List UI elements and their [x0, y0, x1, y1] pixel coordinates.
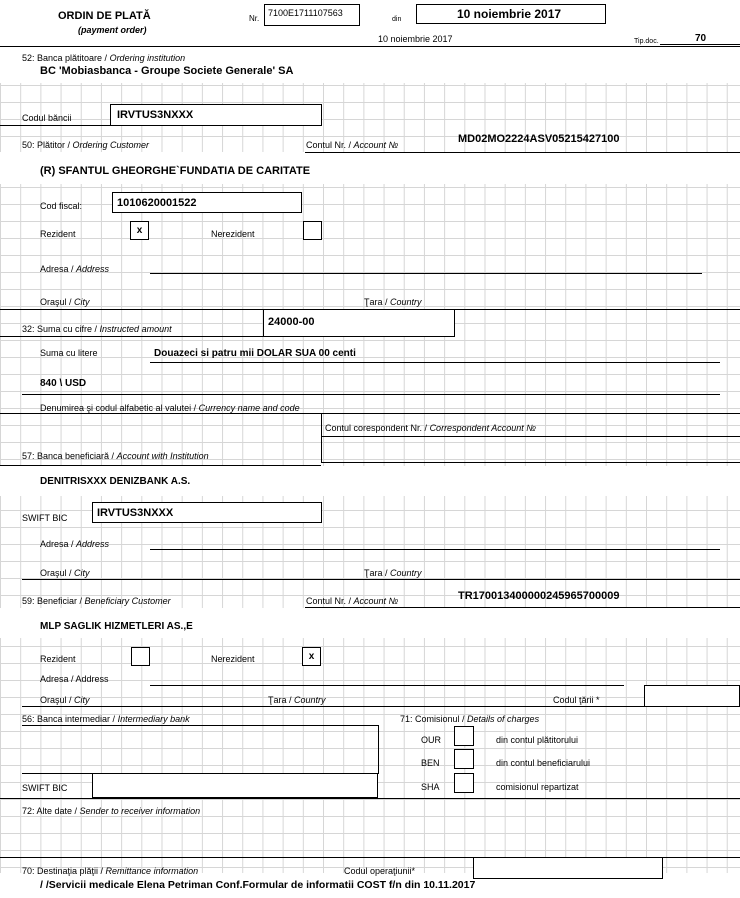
payer-account-value[interactable]: MD02MO2224ASV05215427100	[458, 133, 620, 145]
beneficiary-swift-label: SWIFT BIC	[22, 513, 68, 523]
charges-ben-checkbox[interactable]	[454, 749, 474, 769]
nr-field[interactable]	[264, 4, 360, 26]
amount-words-line	[150, 362, 720, 363]
correspondent-account-field[interactable]	[321, 462, 740, 463]
intermediary-swift-label: SWIFT BIC	[22, 783, 68, 793]
amount-field[interactable]	[263, 309, 455, 337]
form-subtitle: (payment order)	[78, 25, 147, 35]
fiscal-code-value: 1010620001522	[117, 196, 197, 209]
currency-label: Denumirea şi codul alfabetic al valutei / Currency name and code	[40, 403, 300, 413]
operation-code-label: Codul operaţiunii*	[344, 866, 416, 876]
intermediary-swift-field[interactable]	[92, 773, 378, 798]
beneficiary-address-label: Adresa / Address	[40, 674, 109, 684]
currency-line	[22, 394, 720, 395]
divider	[22, 579, 740, 580]
nr-label: Nr.	[249, 14, 260, 23]
beneficiary-resident-checkbox[interactable]	[131, 647, 150, 666]
divider	[0, 336, 264, 337]
tipdoc-underline	[660, 44, 740, 45]
remittance-value[interactable]: / /Servicii medicale Elena Petriman Conf.Formular de informatii COST f/n din 10.11.2017	[40, 879, 476, 891]
amount-words-value[interactable]: Douazeci si patru mii DOLAR SUA 00 centi	[154, 348, 356, 359]
amount-words-label: Suma cu litere	[40, 348, 98, 358]
charges-our-desc: din contul plătitorului	[496, 735, 579, 745]
divider	[0, 413, 740, 414]
payer-city-label: Oraşul / City	[40, 297, 90, 307]
bank-city-label: Oraşul / City	[40, 568, 90, 578]
charges-sha-code: SHA	[421, 782, 440, 792]
beneficiary-country-label: Ţara / Country	[268, 695, 326, 705]
fiscal-code-label: Cod fiscal:	[40, 201, 83, 211]
bank-address-line[interactable]	[150, 549, 720, 550]
bank-code-field[interactable]	[110, 104, 322, 126]
tipdoc-value: 70	[695, 33, 707, 44]
payer-nonresident-checkbox[interactable]	[303, 221, 322, 240]
beneficiary-city-label: Oraşul / City	[40, 695, 90, 705]
payer-resident-checkbox[interactable]: x	[130, 221, 149, 240]
beneficiary-bank-name: DENITRISXXX DENIZBANK A.S.	[40, 476, 191, 487]
charges-sha-desc: comisionul repartizat	[496, 782, 579, 792]
divider	[0, 46, 740, 47]
beneficiary-account-value[interactable]: TR170013400000245965700009	[458, 590, 620, 602]
country-code-label: Codul ţării *	[553, 695, 600, 705]
beneficiary-swift-value: IRVTUS3NXXX	[97, 506, 174, 519]
beneficiary-bank-label: 57: Banca beneficiară / Account with Institution	[22, 451, 209, 461]
bank-code-label: Codul băncii	[22, 113, 72, 123]
payer-name: (R) SFANTUL GHEORGHE`FUNDATIA DE CARITATE	[40, 165, 311, 177]
divider	[0, 465, 321, 466]
charges-label: 71: Comisionul / Details of charges	[400, 714, 540, 724]
divider	[22, 725, 378, 726]
tipdoc-label: Tip.doc.	[634, 38, 659, 45]
ordering-bank-name: BC 'Mobiasbanca - Groupe Societe Generale' SA	[40, 65, 294, 77]
amount-value: 24000-00	[268, 316, 315, 328]
date-small: 10 noiembrie 2017	[378, 34, 453, 44]
divider	[0, 125, 110, 126]
charges-ben-code: BEN	[421, 758, 440, 768]
header-area	[0, 0, 740, 46]
payer-resident-label: Rezident	[40, 229, 76, 239]
beneficiary-swift-field[interactable]	[92, 502, 322, 523]
payer-address-line[interactable]	[150, 273, 702, 274]
amount-label: 32: Suma cu cifre / Instructed amount	[22, 324, 172, 334]
payer-nonresident-label: Nerezident	[211, 229, 255, 239]
divider	[378, 725, 379, 774]
country-code-field[interactable]	[644, 685, 740, 707]
date-value: 10 noiembrie 2017	[457, 7, 562, 21]
bank-address-label: Adresa / Address	[40, 539, 110, 549]
intermediary-label: 56: Banca intermediar / Intermediary bank	[22, 714, 190, 724]
nr-value: 7100E1711107563	[268, 8, 343, 18]
charges-ben-desc: din contul beneficiarului	[496, 758, 591, 768]
payer-country-label: Ţara / Country	[364, 297, 422, 307]
payer-address-label: Adresa / Address	[40, 264, 110, 274]
correspondent-account-label: Contul corespondent Nr. / Correspondent Account №	[325, 423, 537, 433]
charges-sha-checkbox[interactable]	[454, 773, 474, 793]
divider	[321, 436, 740, 437]
beneficiary-account-label: Contul Nr. / Account №	[306, 596, 399, 606]
form-title: ORDIN DE PLATĂ	[58, 10, 151, 22]
beneficiary-address-line[interactable]	[150, 685, 624, 686]
operation-code-field[interactable]	[473, 857, 663, 879]
divider	[305, 607, 740, 608]
other-info-label: 72: Alte date / Sender to receiver information	[22, 806, 201, 816]
beneficiary-name: MLP SAGLIK HIZMETLERI AS.,E	[40, 621, 193, 632]
divider	[0, 798, 740, 799]
divider	[305, 152, 740, 153]
payer-account-label: Contul Nr. / Account №	[306, 140, 399, 150]
bank-code-value: IRVTUS3NXXX	[117, 109, 194, 121]
beneficiary-label: 59: Beneficiar / Beneficiary Customer	[22, 596, 171, 606]
ordering-bank-label: 52: Banca plătitoare / Ordering institution	[22, 53, 186, 63]
divider	[22, 706, 644, 707]
beneficiary-resident-label: Rezident	[40, 654, 76, 664]
fiscal-code-field[interactable]	[112, 192, 302, 213]
remittance-label: 70: Destinaţia plăţii / Remittance information	[22, 866, 199, 876]
currency-value[interactable]: 840 \ USD	[40, 378, 87, 389]
bank-country-label: Ţara / Country	[364, 568, 422, 578]
din-label: din	[392, 16, 402, 23]
date-field[interactable]	[416, 4, 606, 24]
payer-label: 50: Plătitor / Ordering Customer	[22, 140, 150, 150]
charges-our-checkbox[interactable]	[454, 726, 474, 746]
beneficiary-nonresident-checkbox[interactable]: x	[302, 647, 321, 666]
divider	[321, 413, 322, 463]
charges-our-code: OUR	[421, 735, 441, 745]
beneficiary-nonresident-label: Nerezident	[211, 654, 255, 664]
